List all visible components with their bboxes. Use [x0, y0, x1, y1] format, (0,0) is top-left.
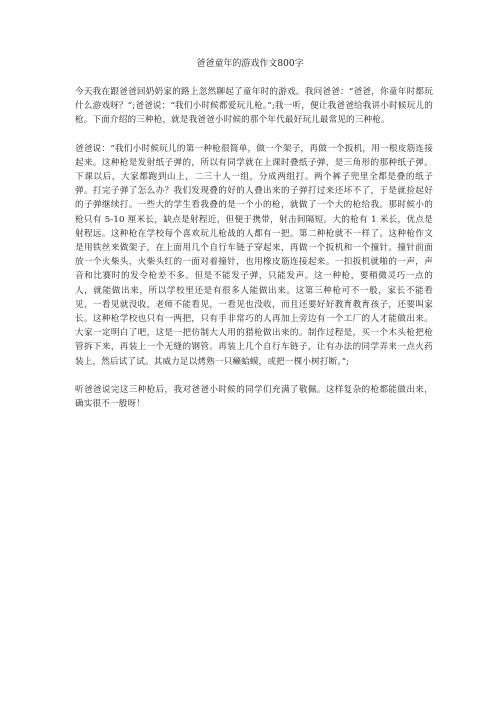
paragraph-conclusion: 听爸爸说完这三种枪后，我对爸爸小时候的同学们充满了敬佩。这样复杂的枪都能做出来，确实很不一般呀！	[75, 384, 433, 410]
document-title: 爸爸童年的游戏作文800字	[196, 59, 304, 69]
paragraph-spacer	[75, 369, 433, 383]
paragraph-main: 爸爸说：“我们小时候玩儿的第一种枪很简单，做一个架子，再做一个扳机，用一根皮筋连接起来。这种枪是发射纸子弹的，所以有同学就在上课时叠纸子弹，是三角形的那种纸子弹。下课以后，大家都跑到山上，二三十人一组，分成两组打。两个裤子兜里全都是叠的纸子弹。打完子弹了怎么办？我们发现叠的好的人叠出来的子弹打过来还坏不了，于是就捡起好的子弹继续打。一些大的学生看我叠的是一个小的枪，就做了一个大的枪给我。那时候小的枪只有 5-10 厘米长，缺点是射程近，但便于携带，射击间隔短。大的枪有 1 米长，优点是射程远。这种枪在学校每个喜欢玩儿枪战的人都有一把。第二种枪就不一样了。这种枪作文是用铁丝来做架子，在上面用几个自行车链子穿起来，再做一个扳机和一个撞针。撞针前面放一个火柴头，火柴头红的一面对着撞针，也用橡皮筋连接起来。一扣扳机就啪的一声，声音和比赛时的发令枪差不多。但是不能发子弹，只能发声。这一种枪，要稍微灵巧一点的人，就能做出来，所以学校里还是有很多人能做出来。这第三种枪可不一般，家长不能看见，一看见就没收，老师不能看见，一看见也没收，而且还要好好教育教育孩子，还要叫家长。这种枪学校也只有一两把，只有手非常巧的人再加上旁边有一个工厂的人才能做出来。大家一定明白了吧，这是一把仿制大人用的猎枪做出来的。制作过程是，买一个木头枪把枪管拆下来，再装上一个无缝的钢管。再装上几个自行车链子，让有办法的同学弄来一点火药装上，然后试了试。其威力足以烤熟一只癞蛤蟆，或把一棵小树打断。”;	[75, 143, 433, 367]
paragraph-spacer	[75, 128, 433, 142]
paragraph-intro: 今天我在跟爸爸回奶奶家的路上忽然聊起了童年时的游戏。我问爸爸：“爸爸，你童年时都玩什么游戏呀？”;爸爸说：“我们小时候都爱玩儿枪。”;我一听，便让我爸爸给我讲小时候玩儿的枪。下面介绍的三种枪，就是我爸爸小时候的那个年代最好玩儿最常见的三种枪。	[75, 87, 433, 126]
document-body	[75, 85, 433, 411]
